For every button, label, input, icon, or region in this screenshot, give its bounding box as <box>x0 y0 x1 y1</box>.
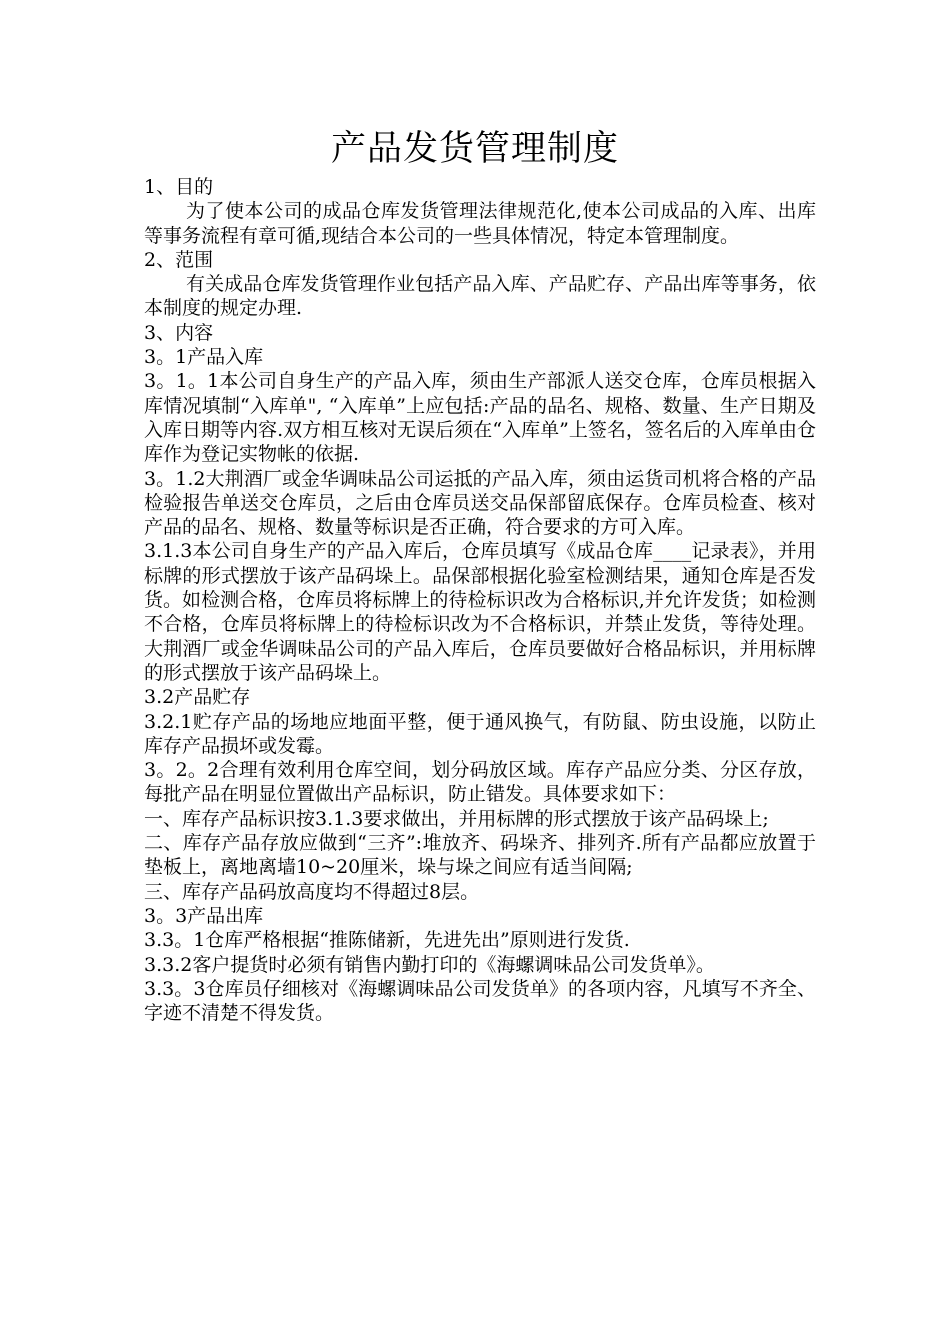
clause-3-3-1: 3.3。1仓库严格根据“推陈储新，先进先出”原则进行发货. <box>144 929 630 952</box>
document-title: 产品发货管理制度 <box>330 129 619 169</box>
storage-requirement-3: 三、库存产品码放高度均不得超过8层。 <box>144 880 480 903</box>
subsection-heading-inbound: 3。1产品入库 <box>144 346 264 369</box>
storage-requirement-2: 二、库存产品存放应做到“三齐”:堆放齐、码垛齐、排列齐.所有产品都应放置于垫板上，离地离墙10~20厘米，垛与垛之间应有适当间隔; <box>144 832 816 879</box>
clause-3-3-3: 3.3。3仓库员仔细核对《海螺调味品公司发货单》的各项内容，凡填写不齐全、字迹不清楚不得发货。 <box>144 977 816 1025</box>
paragraph-scope: 有关成品仓库发货管理作业包括产品入库、产品贮存、产品出库等事务，依本制度的规定办理. <box>144 273 816 320</box>
document-body <box>144 175 816 1025</box>
section-heading-content: 3、内容 <box>144 321 214 344</box>
section-heading-scope: 2、范围 <box>144 248 214 271</box>
clause-3-2-2: 3。2。2合理有效利用仓库空间，划分码放区域。库存产品应分类、分区存放，每批产品在明显位置做出产品标识，防止错发。具体要求如下： <box>144 759 816 806</box>
clause-3-2-1: 3.2.1贮存产品的场地应地面平整，便于通风换气，有防鼠、防虫设施，以防止库存产品损坏或发霉。 <box>144 710 816 757</box>
clause-3-1-2: 3。1.2大荆酒厂或金华调味品公司运抵的产品入库，须由运货司机将合格的产品检验报告单送交仓库员，之后由仓库员送交品保部留底保存。仓库员检查、核对产品的品名、规格、数量等标识是否正确，符合要求的方可入库。 <box>144 467 816 539</box>
paragraph-purpose: 为了使本公司的成品仓库发货管理法律规范化,使本公司成品的入库、出库等事务流程有章可循,现结合本公司的一些具体情况，特定本管理制度。 <box>144 200 816 247</box>
clause-3-1-3: 3.1.3本公司自身生产的产品入库后，仓库员填写《成品仓库____记录表》，并用标牌的形式摆放于该产品码垛上。品保部根据化验室检测结果，通知仓库是否发货。如检测合格，仓库员将标牌上的待检标识改为合格标识,并允许发货；如检测不合格，仓库员将标牌上的待检标识改为不合格标识，并禁止发货，等待处理。大荆酒厂或金华调味品公司的产品入库后，仓库员要做好合格品标识，并用标牌的形式摆放于该产品码垛上。 <box>144 540 816 684</box>
clause-3-3-2: 3.3.2客户提货时必须有销售内勤打印的《海螺调味品公司发货单》。 <box>144 953 715 976</box>
subsection-heading-outbound: 3。3产品出库 <box>144 904 264 927</box>
clause-3-1-1: 3。1。1本公司自身生产的产品入库，须由生产部派人送交仓库，仓库员根据入库情况填制“入库单", “入库单”上应包括:产品的品名、规格、数量、生产日期及入库日期等内容.双方相互核对无误后须在“入库单”上签名，签名后的入库单由仓库作为登记实物帐的依据. <box>144 370 816 466</box>
storage-requirement-1: 一、库存产品标识按3.1.3要求做出，并用标牌的形式摆放于该产品码垛上; <box>144 807 769 830</box>
subsection-heading-storage: 3.2产品贮存 <box>144 686 251 709</box>
section-heading-purpose: 1、目的 <box>144 176 214 198</box>
